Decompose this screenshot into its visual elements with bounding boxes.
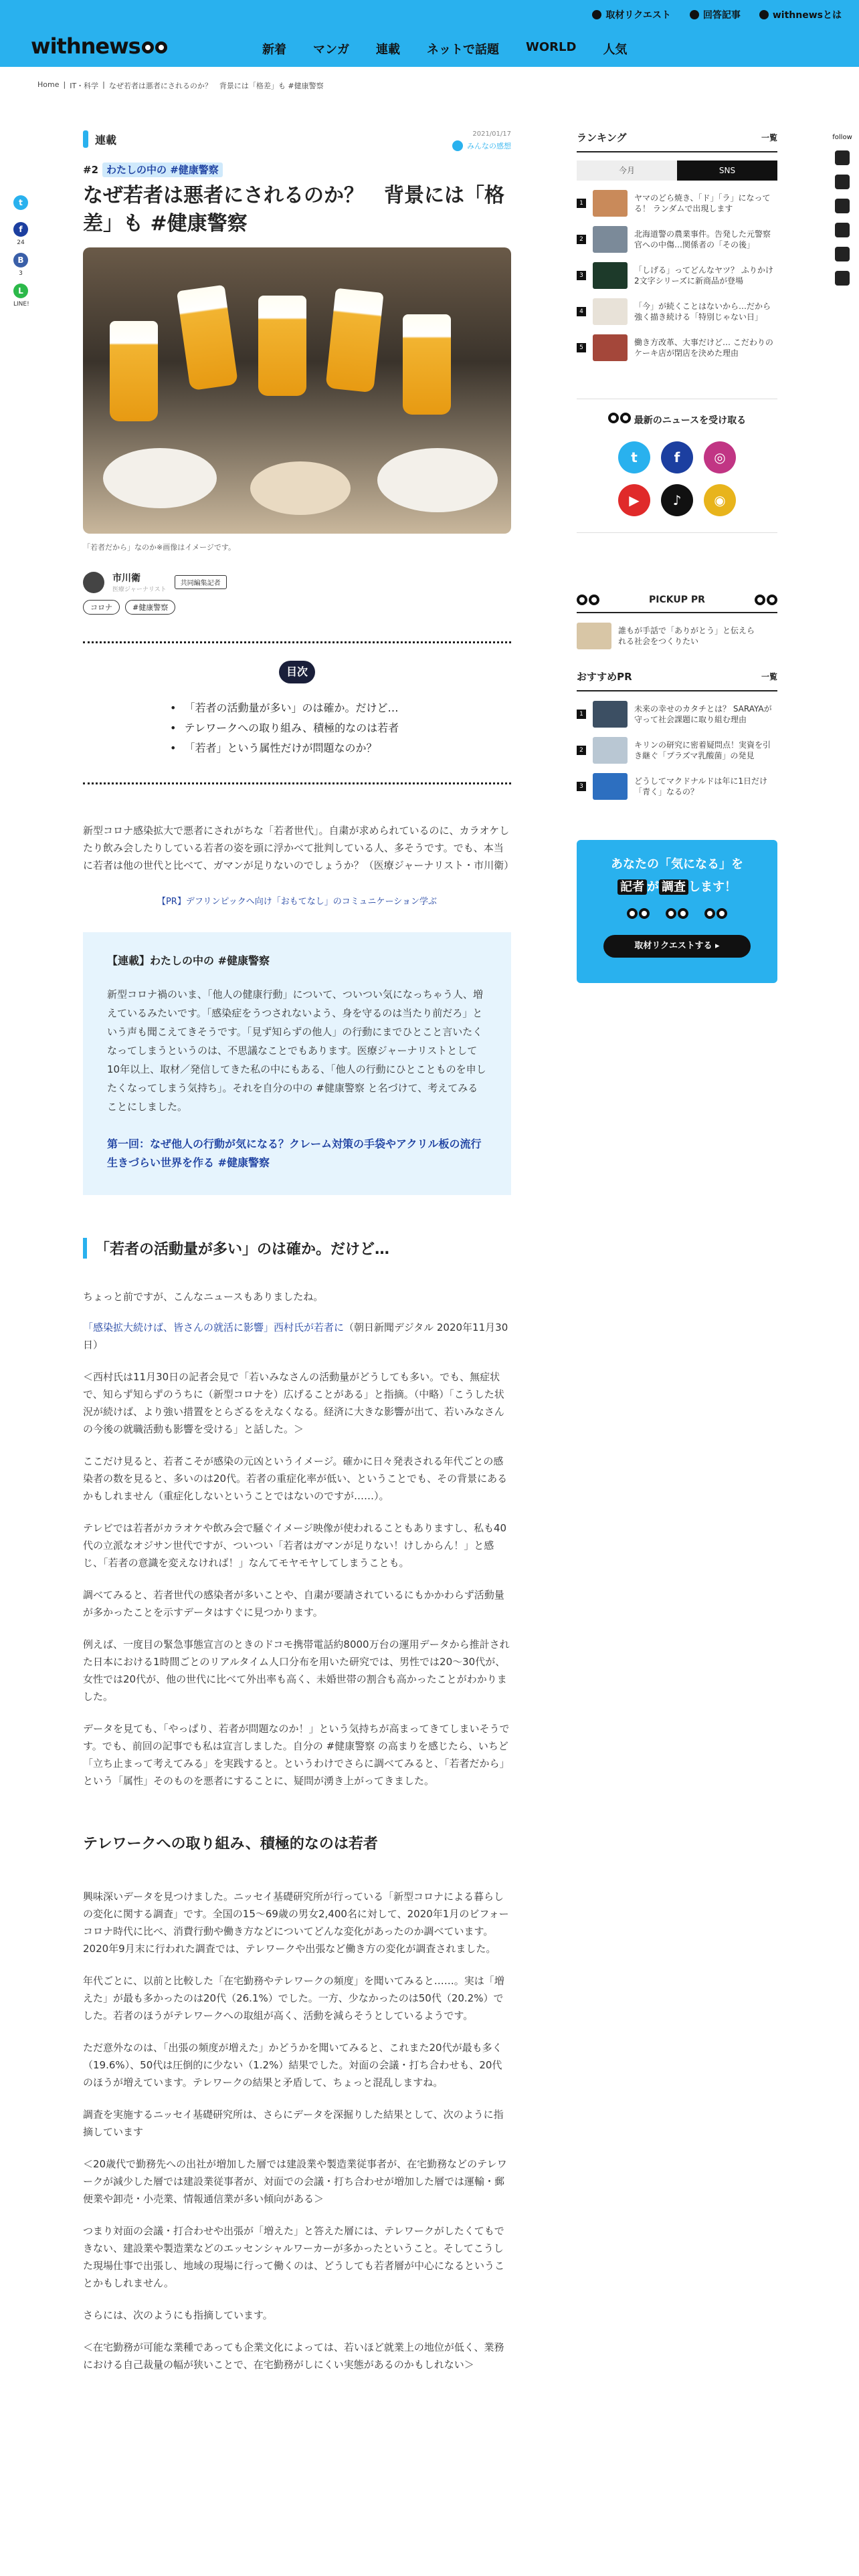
- rss-icon[interactable]: [835, 271, 850, 286]
- series-label: #2 わたしの中の #健康警察: [83, 163, 511, 177]
- pickup-pr: PICKUP PR 誰もが手話で「ありがとう」と伝えられる社会をつくりたい: [577, 595, 777, 649]
- thumbnail: [593, 737, 628, 764]
- crumb-home[interactable]: Home: [37, 80, 60, 89]
- question-icon: [759, 10, 769, 19]
- news-subscribe: [577, 399, 777, 533]
- paragraph: さらには、次のようにも指摘しています。: [83, 2309, 273, 2321]
- nav-manga[interactable]: マンガ: [313, 43, 349, 57]
- twitter-icon[interactable]: [835, 150, 850, 165]
- news-link[interactable]: 「感染拡大続けば、皆さんの就活に影響」西村氏が若者に: [83, 1321, 345, 1333]
- thumbnail: [593, 226, 628, 253]
- paragraph: ただ意外なのは、「出張の頻度が増えた」かどうかを聞いてみると、これまた20代が最も多く（19.6%）、50代は圧倒的に少ない（1.2%）結果でした。対面の会議・打ち合わせも、20代のほうが増えています。テレワークの結果と矛盾して、ちょっと混乱しますね。: [83, 2042, 502, 2088]
- toc-item[interactable]: • 「若者」という属性だけが問題なのか？: [170, 738, 511, 758]
- share-bar: t f 24 B 3 L LINE!: [13, 195, 28, 308]
- ranking-tabs: [577, 160, 777, 181]
- crumb-category[interactable]: IT・科学: [70, 82, 99, 90]
- logo-eyes-icon: [142, 41, 167, 53]
- thumbnail: [593, 334, 628, 361]
- pr-link[interactable]: 【PR】デフリンピックへ向け「おもてなし」のコミュニケーション学ぶ: [157, 897, 438, 907]
- list-item[interactable]: 1 ヤマのどら焼き、「ド」「ラ」になってる！ ランダムで出現します: [577, 190, 777, 217]
- eyes-icon: [755, 595, 777, 605]
- paragraph: 調査を実施するニッセイ基礎研究所は、さらにデータを深掘りした結果として、次のように指摘しています: [83, 2109, 504, 2138]
- recommend-pr: おすすめPR 一覧 1 未来の幸せのカタチとは？ SARAYAが守って社会課題に取り組む理由 2 キリンの研究に密着疑問点！実資を引き継ぐ「プラズマ乳酸菌」の発見 3 どうしてマクドナルドは年に1日だけ「青く」なるの？: [577, 669, 777, 800]
- paragraph: 例えば、一度目の緊急事態宣言のときのドコモ携帯電話約8000万台の運用データから推計された日本における1時間ごとのリアルタイム人口分布を用いた研究では、男性では20〜30代が、女性では20代が、他の世代に比べて外出率も高く、未婚世帯の割合も高かったことがわかりました。: [83, 1638, 510, 1703]
- paragraph: データを見ても、「やっぱり、若者が問題なのか！」という気持ちが高まってきてしまいそうです。でも、前回の記事でも私は宣言しました。自分の #健康警察 の高まりを感じたら、いちど「立ち止まって考えてみる」を実践すると。というわけでさらに調べてみると、「若者だから」という「属性」そのものを悪者にすることに、疑問が湧き上がってきました。: [83, 1723, 510, 1787]
- section-heading: 「若者の活動量が多い」のは確か。だけど…: [83, 1238, 511, 1259]
- list-item[interactable]: 誰もが手話で「ありがとう」と伝えられる社会をつくりたい: [577, 623, 777, 649]
- header-links: [592, 8, 842, 21]
- article: [83, 130, 514, 2373]
- eyes-icon: [704, 908, 727, 919]
- about-link[interactable]: withnewsとは: [759, 8, 842, 21]
- author-block: 市川衛 医療ジャーナリスト 共同編集記者: [83, 571, 511, 593]
- ranking-more-link[interactable]: 一覧: [761, 133, 777, 142]
- nav-serial[interactable]: 連載: [376, 43, 400, 57]
- request-button[interactable]: 取材リクエストする ▸: [603, 935, 751, 958]
- facebook-share-icon[interactable]: f: [13, 222, 28, 237]
- twitter-icon[interactable]: t: [618, 441, 650, 473]
- sidebar: [577, 130, 777, 983]
- paragraph: 「感染拡大続けば、皆さんの就活に影響」西村氏が若者に（朝日新聞デジタル 2020年11月30日）: [83, 1321, 508, 1351]
- site-logo[interactable]: withnews: [31, 33, 167, 59]
- tiktok-icon[interactable]: ♪: [661, 484, 693, 516]
- eyes-icon: [666, 908, 688, 919]
- hatena-share-icon[interactable]: B: [13, 253, 28, 267]
- line-share-icon[interactable]: L: [13, 284, 28, 298]
- twitter-icon: [452, 140, 463, 151]
- eyes-icon: [627, 908, 650, 919]
- paragraph: 調べてみると、若者世代の感染者が多いことや、自粛が要請されているにもかかわらず活動量が多かったことを示すデータはすぐに見つかります。: [83, 1589, 504, 1618]
- paragraph: 興味深いデータを見つけました。ニッセイ基礎研究所が行っている「新型コロナによる暮らしの変化に関する調査」です。全国の15〜69歳の男女2,400名に対して、2020年1月のビフォーコロナ時代に比べ、消費行動や働き方などについてどんな変化があったのか調べています。2020年9月末に行われた調査では、テレワークや出張など働き方の変化が調査されました。: [83, 1891, 509, 1955]
- rss-icon[interactable]: ◉: [704, 484, 736, 516]
- instagram-icon[interactable]: ◎: [704, 441, 736, 473]
- toc-item[interactable]: • 「若者の活動量が多い」のは確か。だけど…: [170, 698, 511, 718]
- tag-list: [83, 600, 511, 615]
- page-title: なぜ若者は悪者にされるのか？ 背景には「格差」も #健康警察: [83, 184, 504, 235]
- table-of-contents: [83, 641, 511, 784]
- thumbnail: [593, 773, 628, 800]
- facebook-icon[interactable]: [835, 175, 850, 189]
- thumbnail: [593, 298, 628, 325]
- eyes-icon: [577, 595, 599, 605]
- crumb-current: なぜ若者は悪者にされるのか？ 背景には「格差」も #健康警察: [108, 82, 324, 90]
- toc-item[interactable]: • テレワークへの取り組み、積極的なのは若者: [170, 718, 511, 738]
- answers-link[interactable]: 回答記事: [690, 8, 741, 21]
- nav-trending[interactable]: ネットで話題: [427, 43, 499, 57]
- facebook-icon[interactable]: f: [661, 441, 693, 473]
- tag-health-police[interactable]: #健康警察: [125, 600, 175, 615]
- paragraph: ＜在宅勤務が可能な業種であっても企業文化によっては、若いほど就業上の地位が低く、業務における自己裁量の幅が狭いことで、在宅勤務がしにくい実態があるのかもしれない＞: [83, 2341, 504, 2371]
- tab-month[interactable]: 今月: [577, 160, 677, 181]
- image-caption: 「若者だから」なのか※画像はイメージです。: [83, 543, 236, 552]
- news-subscribe-title: 最新のニュースを受け取る: [577, 413, 777, 427]
- list-item[interactable]: 2 キリンの研究に密着疑問点！実資を引き継ぐ「プラズマ乳酸菌」の発見: [577, 737, 777, 764]
- thumbnail: [593, 701, 628, 728]
- avatar[interactable]: [83, 572, 104, 593]
- article-date: 2021/01/17: [472, 130, 511, 138]
- recommend-more-link[interactable]: 一覧: [761, 672, 777, 681]
- paragraph: ＜西村氏は11月30日の記者会見で「若いみなさんの活動量がどうしても多い。でも、無症状で、知らず知らずのうちに（新型コロナを）広げることがある」と指摘。（中略）「こうした状況が続けば、より強い措置をとらざるをえなくなる。経済に大きな影響が出て、若いみなさんの今後の就職活動も影響を受ける」と話した。＞: [83, 1371, 504, 1435]
- twitter-share-icon[interactable]: t: [13, 195, 28, 210]
- paragraph: ちょっと前ですが、こんなニュースもありましたね。: [83, 1291, 324, 1303]
- eyes-icon: [608, 413, 631, 423]
- serial-box-text: 新型コロナ禍のいま、「他人の健康行動」について、ついつい気になっちゃう人、増えているみたいです。「感染症をうつされないよう、身を守るのは当たり前だろ」という声も聞こえてきそうです。「見ず知らずの他人」の行動にまでひとこと言いたくなってしまうというのは、不思議なことでもあります。医療ジャーナリストとして10年以上、取材／発信してきた私の中にもある、「他人の行動にひとことものを申したくなってしまう気持ち」。それを自分の中の #健康警察 と名づけて、考えてみることにしました。: [107, 988, 486, 1113]
- search-icon: [592, 10, 601, 19]
- request-banner[interactable]: あなたの「気になる」を 記者 が 調査 します！ 取材リクエストする ▸: [577, 840, 777, 983]
- youtube-icon[interactable]: [835, 223, 850, 237]
- author-name[interactable]: 市川衛: [112, 573, 140, 584]
- series-pill[interactable]: わたしの中の #健康警察: [102, 163, 223, 177]
- hero-image: [83, 247, 511, 534]
- instagram-icon[interactable]: [835, 199, 850, 213]
- nav-new[interactable]: 新着: [262, 43, 286, 57]
- list-item[interactable]: 3 「しげる」ってどんなヤツ？ ふりかけ2文字シリーズに新商品が登場: [577, 262, 777, 289]
- main-nav: [262, 40, 627, 58]
- nav-world[interactable]: WORLD: [526, 40, 577, 54]
- youtube-icon[interactable]: ▶: [618, 484, 650, 516]
- thumbnail: [577, 623, 611, 649]
- tag-covid[interactable]: コロナ: [83, 600, 120, 615]
- tab-sns[interactable]: SNS: [677, 160, 777, 181]
- list-item[interactable]: 1 未来の幸せのカタチとは？ SARAYAが守って社会課題に取り組む理由: [577, 701, 777, 728]
- serial-first-link[interactable]: 第一回：なぜ他人の行動が気になる？クレーム対策の手袋やアクリル板の流行 生きづらい世界を作る #健康警察: [107, 1138, 492, 1169]
- site-header: [0, 0, 859, 67]
- nav-popular[interactable]: 人気: [603, 43, 628, 57]
- paragraph: ここだけ見ると、若者こそが感染の元凶というイメージ。確かに日々発表される年代ごとの感染者の数を見ると、多いのは20代。若者の重症化率が低い、ということでも、その背景にあるかもしれません（重症化しないということではないのですが……）。: [83, 1455, 508, 1502]
- paragraph: 年代ごとに、以前と比較した「在宅勤務やテレワークの頻度」を聞いてみると……。実は「増えた」が最も多かったのは20代（26.1%）でした。一方、少なかったのは50代（20.2%）でした。若者のほうがテレワークへの取組が高く、活動を減らそうとしているようです。: [83, 1975, 504, 2022]
- serial-box: [83, 932, 511, 1195]
- follow-bar: follow: [832, 134, 852, 286]
- ranking-header: ランキング 一覧: [577, 130, 777, 152]
- thumbnail: [593, 190, 628, 217]
- request-link[interactable]: 取材リクエスト: [592, 8, 670, 21]
- section-heading: テレワークへの取り組み、積極的なのは若者: [83, 1836, 378, 1852]
- list-item[interactable]: 5 働き方改革、大事だけど… こだわりのケーキ店が閉店を決めた理由: [577, 334, 777, 361]
- list-item[interactable]: 3 どうしてマクドナルドは年に1日だけ「青く」なるの？: [577, 773, 777, 800]
- paragraph: つまり対面の会議・打合わせや出張が「増えた」と答えた層には、テレワークがしたくてもできない、建設業や製造業などのエッセンシャルワーカーが多かったということ。そしてこうした現場仕事で出張し、地域の現場に行って働くのは、どうしても若者層が中心になるということかもしれません。: [83, 2225, 505, 2289]
- person-icon: [690, 10, 699, 19]
- tiktok-icon[interactable]: [835, 247, 850, 261]
- feel-link[interactable]: みんなの感想: [452, 140, 511, 151]
- breadcrumb: Home | IT・科学 | なぜ若者は悪者にされるのか？ 背景には「格差」も #健康警察: [37, 80, 324, 90]
- serial-box-title: 【連載】わたしの中の #健康警察: [107, 954, 270, 967]
- author-profile-button[interactable]: 共同編集記者: [175, 575, 227, 589]
- paragraph: テレビでは若者がカラオケや飲み会で騒ぐイメージ映像が使われることもありますし、私も40代の立派なオジサン世代ですが、ついつい「若者はガマンが足りない！けしからん！」と感じ、「若者の意識を変えなければ！」なんてモヤモヤしてしまうことも。: [83, 1522, 507, 1569]
- thumbnail: [593, 262, 628, 289]
- serial-label: 連載: [83, 130, 511, 148]
- list-item[interactable]: 2 北海道警の農業事件。告発した元警察官への中傷…関係者の「その後」: [577, 226, 777, 253]
- paragraph: ＜20歳代で勤務先への出社が増加した層では建設業や製造業従事者が、在宅勤務などのテレワークが減少した層では建設業従事者が、対面での会議・打ち合わせが増加した層では運輸・郵便業や卸売・小売業、情報通信業が多い傾向がある＞: [83, 2158, 507, 2205]
- toc-title: 目次: [279, 661, 315, 683]
- lead-paragraph: 新型コロナ感染拡大で悪者にされがちな「若者世代」。自粛が求められているのに、カラオケしたり飲み会したりしている若者の姿を頭に浮かべて批判している人、多そうです。でも、本当に若者は他の世代と比べて、ガマンが足りないのでしょうか？（医療ジャーナリスト・市川衛）: [83, 825, 514, 871]
- list-item[interactable]: 4 「今」が続くことはないから…だから強く描き続ける「特別じゃない日」: [577, 298, 777, 325]
